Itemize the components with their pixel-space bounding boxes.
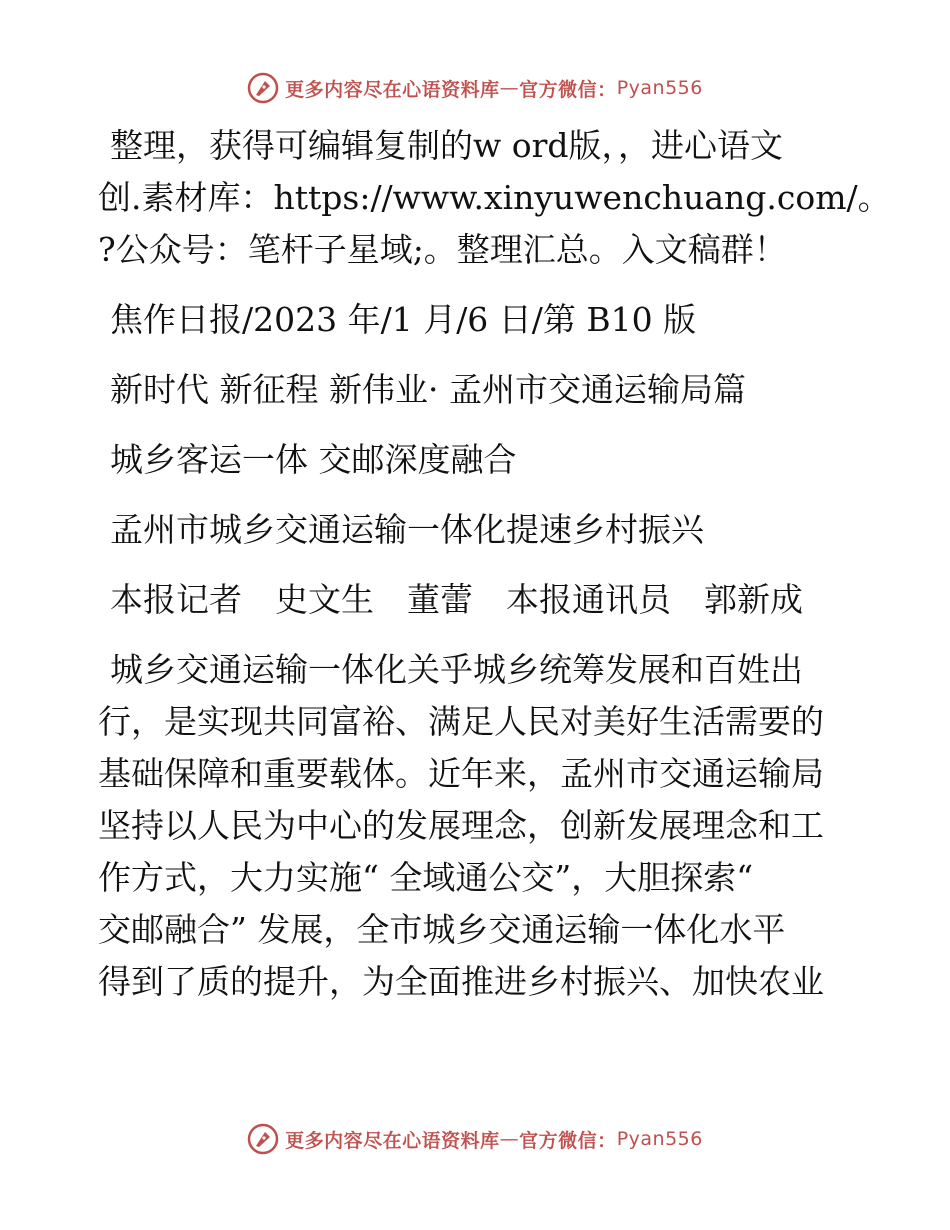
body-line: 城乡交通运输一体化关乎城乡统筹发展和百姓出 bbox=[110, 650, 803, 689]
body-line: 坚持以人民为中心的发展理念，创新发展理念和工 bbox=[98, 806, 824, 845]
banner-separator: — bbox=[499, 1128, 520, 1150]
body-line: 基础保障和重要载体。近年来，孟州市交通运输局 bbox=[98, 754, 824, 793]
header-banner bbox=[0, 70, 950, 106]
intro-paragraph bbox=[98, 120, 891, 276]
body-line: 作方式，大力实施“ 全域通公交”，大胆探索“ bbox=[98, 858, 754, 897]
banner-separator: — bbox=[499, 77, 520, 99]
source-line: 焦作日报/2023 年/1 月/6 日/第 B10 版 bbox=[110, 300, 697, 339]
intro-line: 创.素材库：https://www.xinyuwenchuang.com/。 bbox=[98, 178, 891, 217]
pen-nib-logo-icon bbox=[247, 72, 279, 104]
banner-official-label: 官方微信： bbox=[519, 1129, 617, 1152]
body-line: 交邮融合” 发展，全市城乡交通运输一体化水平 bbox=[98, 910, 786, 949]
intro-line: 整理，获得可编辑复制的w ord版，，进心语文 bbox=[110, 126, 784, 165]
headline: 城乡客运一体 交邮深度融合 bbox=[110, 440, 517, 479]
subheadline: 孟州市城乡交通运输一体化提速乡村振兴 bbox=[110, 510, 704, 549]
document-body bbox=[98, 120, 891, 1008]
banner-main-text: 更多内容尽在心语资料库 bbox=[285, 78, 500, 101]
body-line: 行，是实现共同富裕、满足人民对美好生活需要的 bbox=[98, 702, 824, 741]
pen-nib-logo-icon bbox=[247, 1123, 279, 1155]
footer-banner bbox=[0, 1121, 950, 1157]
body-paragraph bbox=[98, 644, 850, 1008]
banner-official-label: 官方微信： bbox=[519, 78, 617, 101]
banner-wechat-id: Pyan556 bbox=[616, 1128, 703, 1150]
series-line: 新时代 新征程 新伟业· 孟州市交通运输局篇 bbox=[110, 370, 746, 409]
body-line: 得到了质的提升，为全面推进乡村振兴、加快农业 bbox=[98, 962, 824, 1001]
byline: 本报记者 史文生 董蕾 本报通讯员 郭新成 bbox=[110, 580, 803, 619]
intro-line: ?公众号：笔杆子星域;。整理汇总。入文稿群！ bbox=[98, 230, 787, 269]
banner-wechat-id: Pyan556 bbox=[616, 77, 703, 99]
banner-main-text: 更多内容尽在心语资料库 bbox=[285, 1129, 500, 1152]
